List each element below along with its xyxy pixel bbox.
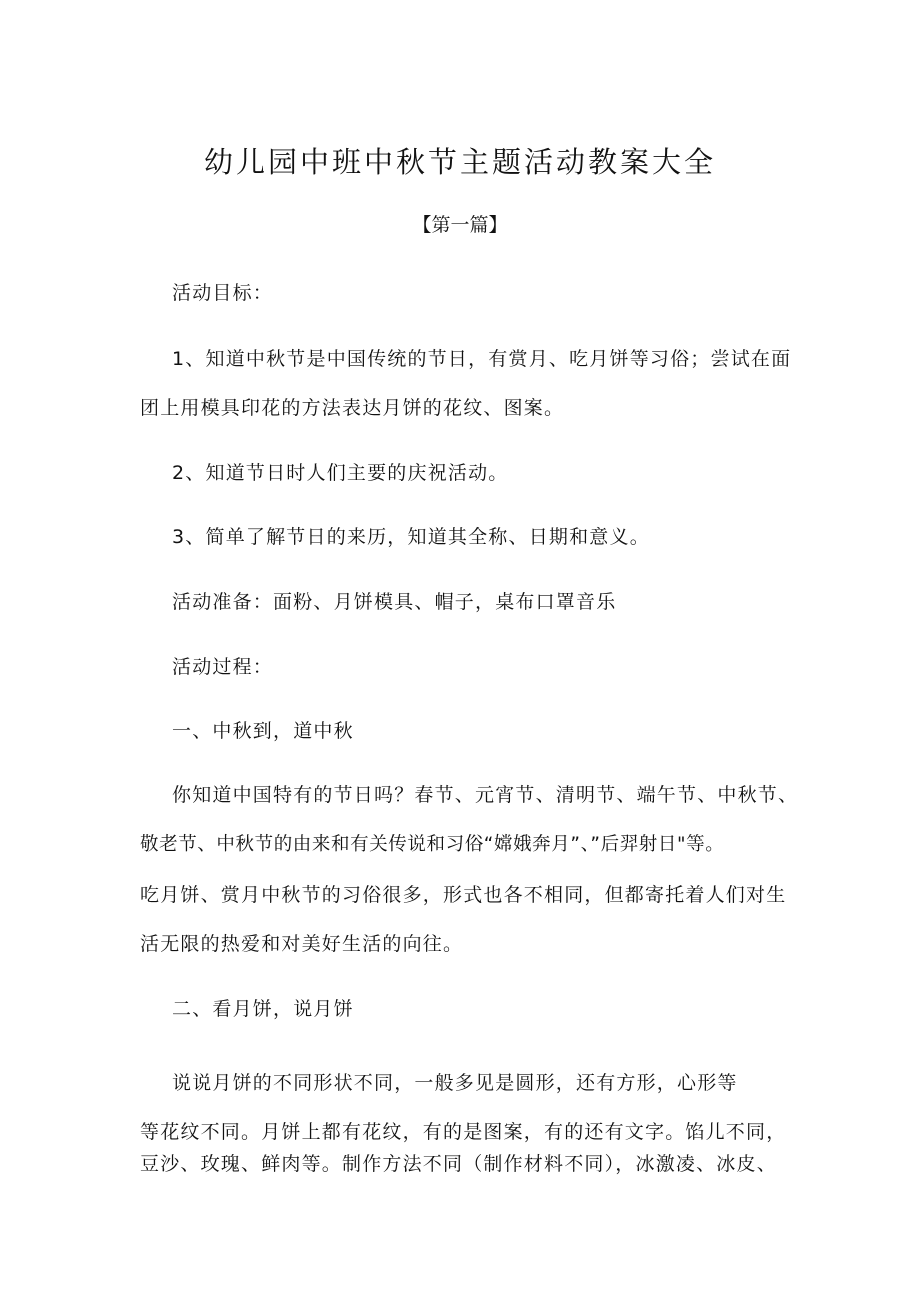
section-heading: 【第一篇】 (412, 214, 508, 236)
paragraph-line: 吃月饼、赏月中秋节的习俗很多，形式也各不相同，但都寄托着人们对生 (140, 884, 787, 906)
paragraph-line: 活动准备：面粉、月饼模具、帽子，桌布口罩音乐 (172, 591, 617, 613)
paragraph-line: 活无限的热爱和对美好生活的向往。 (140, 933, 464, 955)
paragraph-line: 等花纹不同。月饼上都有花纹，有的是图案，有的还有文字。馅儿不同， (140, 1121, 787, 1143)
paragraph-line: 一、中秋到，道中秋 (172, 720, 354, 742)
paragraph-line: 豆沙、玫瑰、鲜肉等。制作方法不同（制作材料不同），冰激凌、冰皮、 (140, 1153, 777, 1175)
paragraph-line: 活动过程： (172, 656, 274, 678)
document-title: 幼儿园中班中秋节主题活动教案大全 (203, 145, 716, 179)
paragraph-line: 活动目标： (172, 282, 274, 304)
paragraph-line: 你知道中国特有的节日吗？春节、元宵节、清明节、端午节、中秋节、 (172, 784, 799, 806)
paragraph-line: 2、知道节日时人们主要的庆祝活动。 (172, 462, 509, 484)
paragraph-line: 3、简单了解节日的来历，知道其全称、日期和意义。 (172, 526, 650, 548)
paragraph-line: 说说月饼的不同形状不同，一般多见是圆形，还有方形，心形等 (172, 1072, 738, 1094)
paragraph-line: 团上用模具印花的方法表达月饼的花纹、图案。 (140, 397, 565, 419)
paragraph-line: 1、知道中秋节是中国传统的节日，有赏月、吃月饼等习俗；尝试在面 (172, 348, 792, 370)
paragraph-line: 敬老节、中秋节的由来和有关传说和习俗“嫦娥奔月”、”后羿射日"等。 (140, 834, 725, 855)
paragraph-line: 二、看月饼，说月饼 (172, 998, 354, 1020)
